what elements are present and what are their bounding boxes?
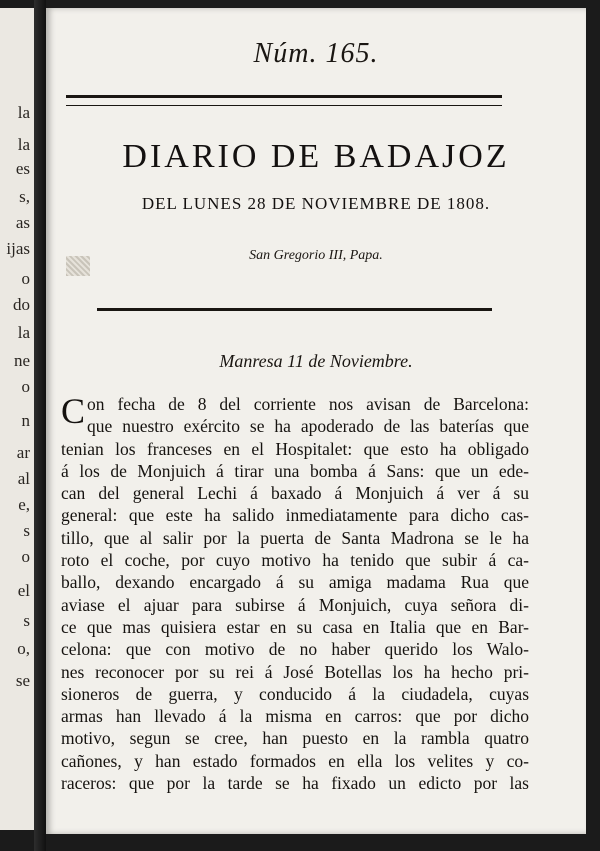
article-line: tillo, que al salir por la puerta de Santa Madrona se le ha [61,527,529,548]
issue-number: Núm. 165. [253,38,379,69]
article-line: celona: que con motivo de no haber querido los Walo- [61,639,529,660]
left-page-fragment: la [17,103,30,122]
left-page-fragment: o, [17,639,30,658]
left-page-fragment: as [15,213,30,232]
left-page-fragment: s [23,611,30,630]
article-dateline: Manresa 11 de Noviembre. [219,351,413,371]
newspaper-page [46,8,586,834]
saint-of-day: San Gregorio III, Papa. [249,248,383,263]
book-gutter [34,0,46,851]
article-line: sioneros de guerra, y conducido á la ciudadela, cuyas [61,683,529,704]
left-page-fragment: la [17,323,30,342]
issue-date: DEL LUNES 28 DE NOVIEMBRE DE 1808. [141,194,491,213]
left-page-fragment: al [17,469,30,488]
left-page-fragment: el [17,581,30,600]
left-page-fragment: e, [18,495,30,514]
left-page-fragment: ijas [6,239,30,258]
article-line: raceros: que por la tarde se ha fixado un edicto por las [61,773,529,794]
article-body [61,393,529,794]
article-line: roto el coche, por cuyo motivo ha tenido que subir á ca- [61,550,529,571]
left-page-fragment: o [21,547,30,566]
article-line: que nuestro exército se ha apoderado de las baterías que [87,416,529,437]
article-line: aviase el ajuar para subirse á Monjuich, cuya señora di- [61,594,529,615]
left-page-fragment: es [15,159,30,178]
left-page-fragment: do [13,295,30,314]
article-line: can del general Lechi á baxado á Monjuich á ver á su [61,483,529,504]
left-page-fragment: se [15,671,30,690]
left-page-fragment: ar [16,443,30,462]
article-line: ce que mas quisiera estar en su casa en Italia que en Bar- [61,616,529,637]
article-line: á los de Monjuich á tirar una bomba á Sans: que un ede- [61,460,529,481]
article-line: cañones, y han estado formados en ella los velites y co- [61,750,529,771]
article-line: motivo, segun se cree, han puesto en la rambla quatro [61,728,529,749]
left-page-fragment: n [21,411,30,430]
article-line: on fecha de 8 del corriente nos avisan de Barcelona: [87,394,529,414]
article-line: general: que este ha salido inmediatamente para dicho cas- [61,505,529,526]
newspaper-title: DIARIO DE BADAJOZ [122,138,510,175]
left-page-fragment: la [17,135,30,154]
left-page-fragment: s [23,521,30,540]
section-rule [97,308,492,315]
article-line: armas han llevado á la misma en carros: que por dicho [61,706,529,727]
left-page-fragment: o [21,269,30,288]
article-line: ballo, dexando encargado á su amiga madama Rua que [61,572,529,593]
adjacent-page-edge [0,8,35,830]
left-page-fragment: s, [19,187,30,206]
drop-cap: C [61,391,86,431]
article-line: tenian los franceses en el Hospitalet: que esto ha obligado [61,438,529,459]
article-line: nes reconocer por su rei á José Botellas los ha hecho pri- [61,661,529,682]
left-page-fragment: o [21,377,30,396]
header-rule [66,95,502,106]
left-page-fragment: ne [13,351,30,370]
